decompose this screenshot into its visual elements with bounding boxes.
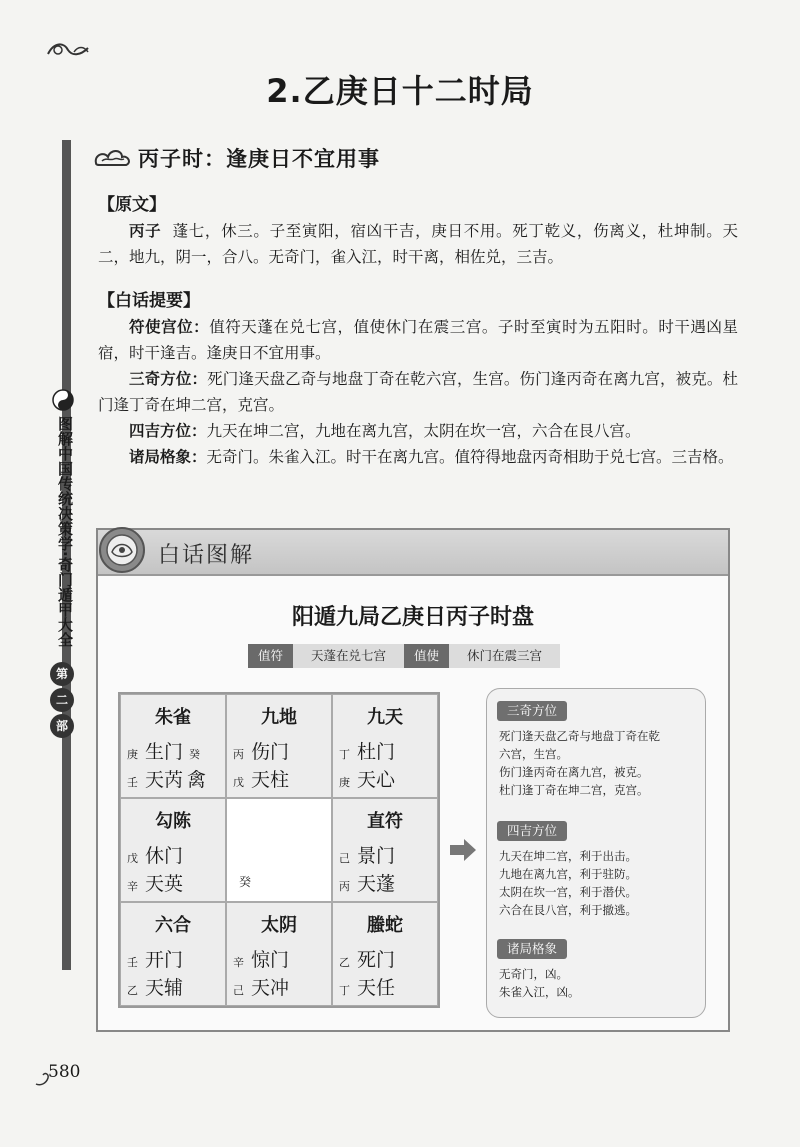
heaven-stem: 辛	[233, 956, 244, 969]
star-name: 天心	[357, 769, 396, 791]
palace-grid	[118, 692, 440, 1008]
corner-ornament-icon	[44, 38, 92, 62]
spine-part-char: 第	[50, 662, 74, 686]
palace-cell-center	[226, 798, 332, 902]
deity-name: 勾陈	[155, 811, 191, 832]
notes-box	[486, 688, 706, 1018]
note-heading: 诸局格象	[497, 939, 567, 959]
cloud-icon	[92, 145, 132, 171]
page-title: 2.乙庚日十二时局	[266, 72, 534, 110]
note-line: 九天在坤二宫，利于出击。	[499, 849, 637, 863]
extra-stem: 癸	[189, 748, 201, 761]
summary-lead: 四吉方位：	[129, 422, 207, 440]
spine-part-char: 部	[50, 714, 74, 738]
note-line: 六合在艮八宫，利于撤逃。	[499, 903, 637, 917]
note-line: 伤门逢丙奇在离九宫，被克。	[499, 765, 649, 779]
summary-lead: 符使宫位：	[129, 318, 210, 336]
star-name: 天任	[357, 977, 396, 999]
earth-stem: 乙	[127, 984, 138, 997]
heaven-stem: 乙	[339, 956, 350, 969]
spine-part-char: 二	[50, 688, 74, 712]
star-name: 天冲	[251, 977, 290, 999]
arrow-right-icon	[448, 838, 478, 862]
palace-cell	[120, 798, 226, 902]
deity-name: 直符	[367, 811, 403, 832]
deity-name: 螣蛇	[367, 915, 403, 936]
earth-stem: 丁	[339, 984, 350, 997]
summary-label: 【白话提要】	[98, 291, 200, 311]
summary-text	[98, 314, 738, 470]
note-body	[499, 965, 699, 1001]
note-line: 杜门逢丁奇在坤二宫，克宫。	[499, 783, 649, 797]
panel-header	[98, 530, 728, 576]
heaven-stem: 己	[339, 852, 350, 865]
earth-stem: 己	[233, 984, 244, 997]
door-name: 惊门	[251, 949, 290, 971]
earth-stem: 壬	[127, 776, 138, 789]
palace-cell	[120, 694, 226, 798]
note-line: 朱雀入江，凶。	[499, 985, 580, 999]
heaven-stem: 戊	[127, 852, 138, 865]
note-line: 太阴在坎一宫，利于潜伏。	[499, 885, 637, 899]
tag-key: 值符	[248, 644, 293, 668]
palace-cell	[332, 798, 438, 902]
center-stem: 癸	[239, 875, 252, 889]
original-label: 【原文】	[98, 195, 166, 215]
note-heading: 四吉方位	[497, 821, 567, 841]
section-heading	[92, 142, 380, 174]
heaven-stem: 丁	[339, 748, 350, 761]
star-name: 天辅	[145, 977, 184, 999]
note-heading: 三奇方位	[497, 701, 567, 721]
heaven-stem: 壬	[127, 956, 138, 969]
door-name: 休门	[145, 845, 184, 867]
earth-stem: 戊	[233, 776, 244, 789]
door-name: 杜门	[357, 741, 396, 763]
note-line: 无奇门，凶。	[499, 967, 568, 981]
summary-body: 值符天蓬在兑七宫，值使休门在震三宫。子时至寅时为五阳时。时干遇凶星宿，时干逢吉。逢庚日不宜用事。	[98, 318, 738, 362]
tag-value: 休门在震三宫	[449, 644, 560, 668]
earth-stem: 辛	[127, 880, 138, 893]
deity-name: 朱雀	[155, 707, 191, 728]
tag-key: 值使	[404, 644, 449, 668]
extra-star: 禽	[187, 769, 207, 791]
original-body: 蓬七，休三。子至寅阳，宿凶干吉，庚日不用。死丁乾义，伤离义，杜坤制。天二，地九，阴一，合八。无奇门，雀入江，时干离，相佐兑，三吉。	[98, 222, 738, 266]
summary-lead: 诸局格象：	[129, 448, 207, 466]
original-text	[98, 218, 738, 270]
palace-cell	[226, 694, 332, 798]
chart-title: 阳遁九局乙庚日丙子时盘	[291, 605, 534, 630]
yin-yang-icon	[51, 388, 75, 412]
palace-cell	[332, 694, 438, 798]
door-name: 景门	[357, 845, 396, 867]
note-body	[499, 847, 699, 919]
note-body	[499, 727, 699, 799]
summary-body: 无奇门。朱雀入江。时干在离九宫。值符得地盘丙奇相助于兑七宫。三吉格。	[206, 448, 734, 466]
palace-cell	[226, 902, 332, 1006]
earth-stem: 丙	[339, 880, 350, 893]
summary-body: 九天在坤二宫，九地在离九宫，太阴在坎一宫，六合在艮八宫。	[206, 422, 641, 440]
star-name: 天蓬	[357, 873, 396, 895]
duty-tags	[248, 644, 560, 668]
earth-stem: 庚	[339, 776, 350, 789]
note-line: 死门逢天盘乙奇与地盘丁奇在乾	[499, 729, 660, 743]
star-name: 天英	[145, 873, 184, 895]
deity-name: 九天	[367, 707, 403, 728]
section-heading-text: 丙子时：逢庚日不宜用事	[138, 147, 380, 171]
star-name: 天芮	[145, 769, 184, 791]
note-line: 六宫，生宫。	[499, 747, 568, 761]
deity-name: 六合	[155, 915, 191, 936]
door-name: 伤门	[251, 741, 290, 763]
door-name: 死门	[357, 949, 396, 971]
tag-value: 天蓬在兑七宫	[293, 644, 404, 668]
heaven-stem: 庚	[127, 748, 138, 761]
palace-cell	[332, 902, 438, 1006]
star-name: 天柱	[251, 769, 290, 791]
summary-body: 死门逢天盘乙奇与地盘丁奇在乾六宫，生宫。伤门逢丙奇在离九宫，被克。杜门逢丁奇在坤二宫，克宫。	[98, 370, 738, 414]
original-lead: 丙子	[129, 222, 162, 240]
note-line: 九地在离九宫，利于驻防。	[499, 867, 637, 881]
illustration-panel	[96, 528, 730, 1032]
deity-name: 九地	[261, 707, 297, 728]
emblem-icon	[96, 524, 148, 576]
palace-cell	[120, 902, 226, 1006]
summary-lead: 三奇方位：	[129, 370, 208, 388]
heaven-stem: 丙	[233, 748, 244, 761]
door-name: 生门	[145, 741, 184, 763]
deity-name: 太阴	[261, 915, 297, 936]
page-number: 580	[48, 1062, 81, 1082]
panel-header-text: 白话图解	[158, 543, 255, 568]
door-name: 开门	[145, 949, 184, 971]
spine-series-title: 图解中国传统决策学·奇门遁甲大全	[56, 416, 74, 647]
